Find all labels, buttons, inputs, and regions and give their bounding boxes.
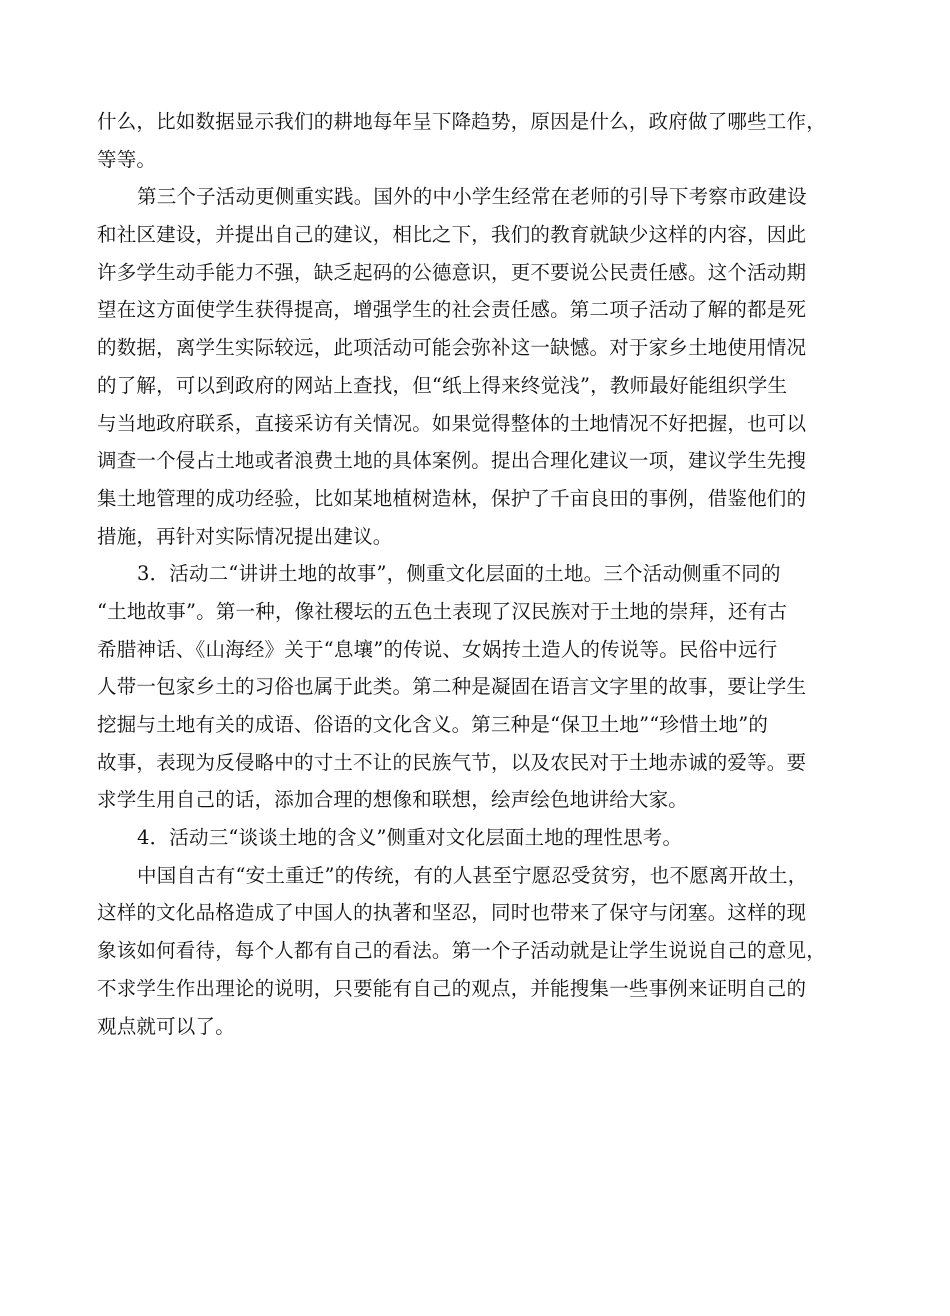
text-line: 中国自古有“安土重迁”的传统，有的人甚至宁愿忍受贫穷，也不愿离开故土， (137, 863, 808, 887)
text-line: 挖掘与土地有关的成语、俗语的文化含义。第三种是“保卫土地”“珍惜土地”的 (97, 713, 769, 736)
text-line: 等等。 (97, 147, 157, 171)
text-line: 的了解，可以到政府的网站上查找，但“纸上得来终觉浅”，教师最好能组织学生 (97, 373, 788, 397)
text-line: 什么，比如数据显示我们的耕地每年呈下降趋势，原因是什么，政府做了哪些工作， (97, 110, 826, 133)
text-line: 和社区建设，并提出自己的建议，相比之下，我们的教育就缺少这样的内容，因此 (97, 223, 807, 247)
document-page (97, 103, 857, 1045)
text-line: 4．活动三“谈谈土地的含义”侧重对文化层面土地的理性思考。 (137, 826, 683, 850)
text-line: 这样的文化品格造成了中国人的执著和坚忍，同时也带来了保守与闭塞。这样的现 (97, 901, 807, 925)
text-line: 人带一包家乡土的习俗也属于此类。第二种是凝固在语言文字里的故事，要让学生 (97, 675, 807, 699)
text-line: 调查一个侵占土地或者浪费土地的具体案例。提出合理化建议一项，建议学生先搜 (97, 449, 807, 473)
text-line: 3．活动二“讲讲土地的故事”，侧重文化层面的土地。三个活动侧重不同的 (137, 562, 781, 586)
text-line: 不求学生作出理论的说明，只要能有自己的观点，并能搜集一些事例来证明自己的 (97, 976, 807, 1000)
text-line: 求学生用自己的话，添加合理的想像和联想，绘声绘色地讲给大家。 (97, 788, 689, 812)
text-line: 与当地政府联系，直接采访有关情况。如果觉得整体的土地情况不好把握，也可以 (97, 411, 807, 435)
text-line: 许多学生动手能力不强，缺乏起码的公德意识，更不要说公民责任感。这个活动期 (97, 260, 807, 284)
text-line: 第三个子活动更侧重实践。国外的中小学生经常在老师的引导下考察市政建设 (137, 185, 807, 209)
text-line: 象该如何看待，每个人都有自己的看法。第一个子活动就是让学生说说自己的意见， (97, 939, 826, 963)
text-line: 观点就可以了。 (97, 1014, 235, 1038)
text-line: 集土地管理的成功经验，比如某地植树造林，保护了千亩良田的事例，借鉴他们的 (97, 486, 807, 510)
text-line: “土地故事”。第一种，像社稷坛的五色土表现了汉民族对于土地的崇拜，还有古 (97, 599, 788, 623)
text-line: 希腊神话、《山海经》关于“息壤”的传说、女娲抟土造人的传说等。民俗中远行 (97, 637, 778, 661)
text-line: 的数据，离学生实际较远，此项活动可能会弥补这一缺憾。对于家乡土地使用情况 (97, 336, 807, 360)
text-line: 措施，再针对实际情况提出建议。 (97, 524, 393, 548)
text-line: 望在这方面使学生获得提高，增强学生的社会责任感。第二项子活动了解的都是死 (97, 298, 807, 322)
text-line: 故事，表现为反侵略中的寸土不让的民族气节，以及农民对于土地赤诚的爱等。要 (97, 750, 807, 774)
